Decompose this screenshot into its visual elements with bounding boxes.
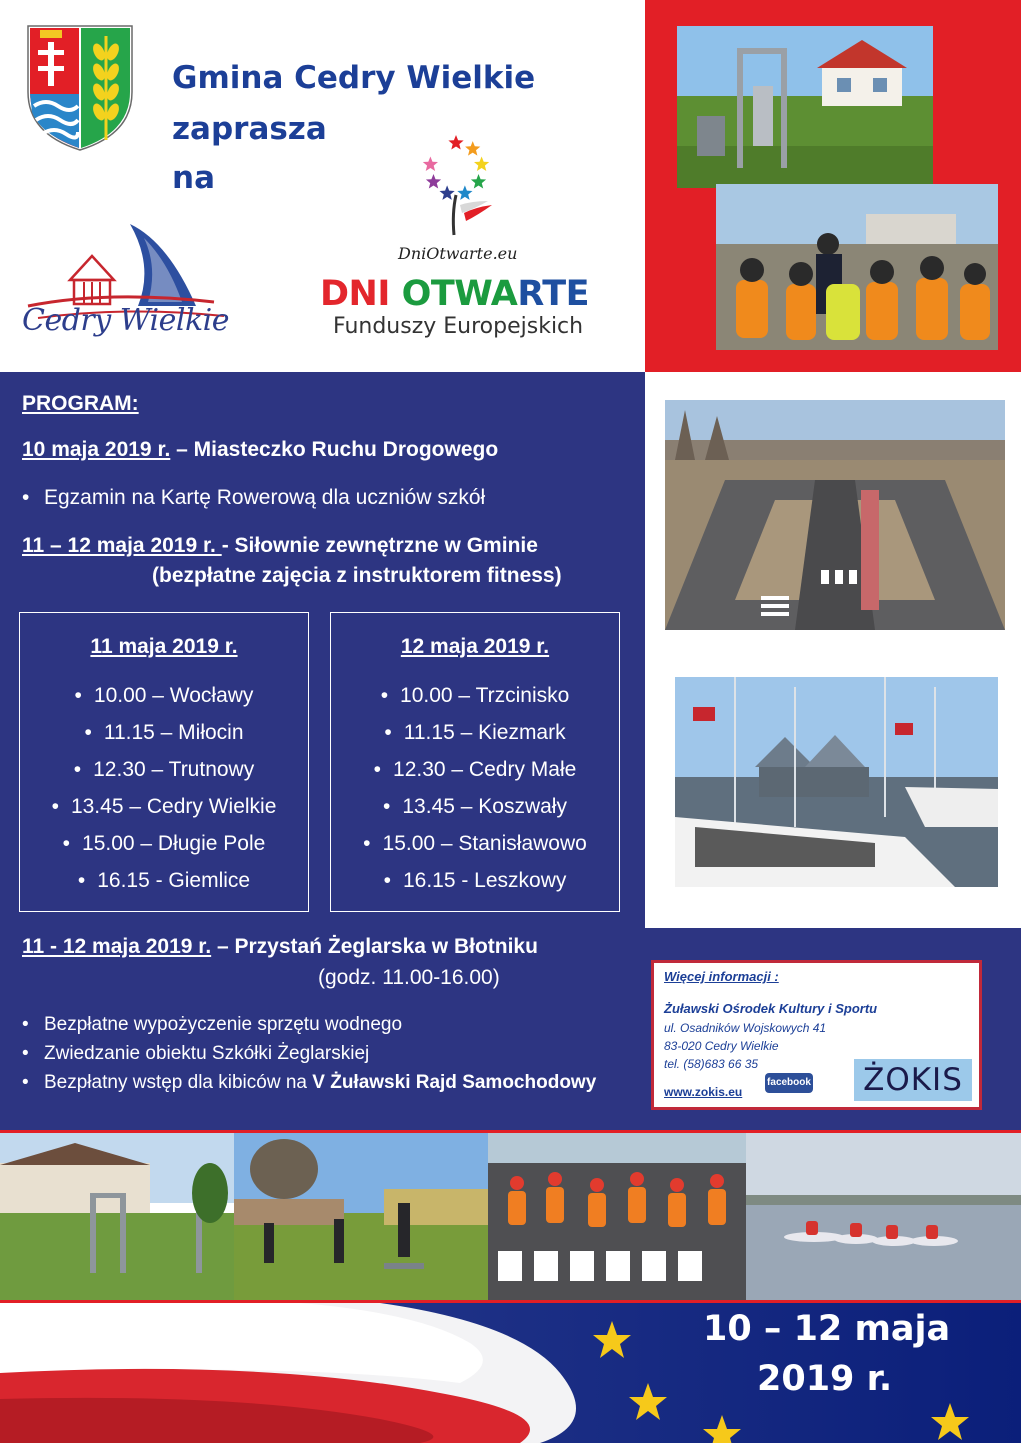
strip-photo-kayaks: [746, 1133, 1021, 1300]
title-line-1: Gmina Cedry Wielkie: [172, 60, 536, 96]
star-icon: [474, 157, 489, 172]
dni-title-part-3: RTE: [517, 274, 589, 314]
event-2-date: 11 – 12 maja 2019 r.: [22, 534, 222, 557]
info-organization: Żuławski Ośrodek Kultury i Sportu: [664, 1001, 878, 1016]
event-3-bullet-2: • Zwiedzanie obiektu Szkółki Żeglarskiej: [22, 1043, 370, 1064]
outdoor-gym-photo: [677, 26, 933, 188]
list-item: • 15.00 – Stanisławowo: [331, 825, 619, 862]
bullet-text: Bezpłatne wypożyczenie sprzętu wodnego: [44, 1014, 403, 1035]
event-3-bullet-3: • Bezpłatny wstęp dla kibiców na V Żuławski Rajd Samochodowy: [22, 1072, 597, 1093]
facebook-icon[interactable]: facebook: [765, 1073, 813, 1093]
dni-otwarte-subtitle: Funduszy Europejskich: [333, 314, 584, 339]
dni-otwarte-url: DniOtwarte.eu: [398, 244, 518, 263]
title-line-3: na: [172, 160, 215, 196]
bullet-text: Zwiedzanie obiektu Szkółki Żeglarskiej: [44, 1043, 370, 1064]
strip-photo-kids-crossing: [488, 1133, 746, 1300]
star-icon: [457, 185, 472, 200]
list-item: • 16.15 - Leszkowy: [331, 862, 619, 899]
day-2-list: [331, 677, 619, 899]
star-icon: [440, 185, 455, 200]
event-1-bullet-text: Egzamin na Kartę Rowerową dla uczniów szkół: [44, 486, 486, 509]
list-item: • 11.15 – Kiezmark: [331, 714, 619, 751]
event-2-line: [22, 534, 538, 558]
day-1-heading: 11 maja 2019 r.: [90, 635, 238, 658]
list-item: • 10.00 – Wocławy: [20, 677, 308, 714]
traffic-town-photo: [665, 400, 1005, 630]
date-line-1: 10 – 12 maja: [703, 1309, 951, 1349]
list-item: • 12.30 – Trutnowy: [20, 751, 308, 788]
day-1-schedule: [19, 612, 309, 912]
list-item: • 12.30 – Cedry Małe: [331, 751, 619, 788]
list-item: • 13.45 – Koszwały: [331, 788, 619, 825]
event-3-line: [22, 935, 538, 959]
star-icon: [465, 141, 480, 156]
title-line-2: zaprasza: [172, 111, 327, 147]
star-icon: [471, 174, 486, 189]
event-3-bullet-1: • Bezpłatne wypożyczenie sprzętu wodnego: [22, 1014, 403, 1035]
dni-title-part-2: OTWA: [401, 274, 518, 314]
event-3-hours: (godz. 11.00-16.00): [318, 966, 500, 989]
dni-otwarte-title: [320, 274, 589, 314]
day-2-heading: 12 maja 2019 r.: [400, 635, 550, 658]
info-phone: tel. (58)683 66 35: [664, 1057, 759, 1071]
gmina-crest-icon: [24, 22, 136, 152]
star-icon: [426, 174, 441, 189]
website-link[interactable]: www.zokis.eu: [664, 1085, 743, 1099]
eu-stars-logo-icon: [412, 135, 500, 245]
event-1-date: 10 maja 2019 r.: [22, 438, 171, 461]
list-item: • 11.15 – Miłocin: [20, 714, 308, 751]
info-address-line-1: ul. Osadników Wojskowych 41: [664, 1021, 827, 1035]
info-address-line-2: 83-020 Cedry Wielkie: [664, 1039, 779, 1053]
star-icon: [448, 135, 463, 150]
event-2-note: (bezpłatne zajęcia z instruktorem fitness): [152, 564, 562, 587]
rally-name: V Żuławski Rajd Samochodowy: [312, 1072, 597, 1093]
event-3-title: – Przystań Żeglarska w Błotniku: [211, 935, 538, 958]
event-1-title: – Miasteczko Ruchu Drogowego: [170, 438, 499, 461]
dni-title-part-1: DNI: [320, 274, 402, 314]
marina-photo: [675, 677, 998, 887]
header: [0, 0, 645, 372]
date-line-2: 2019 r.: [757, 1359, 893, 1399]
event-1-bullet: • Egzamin na Kartę Rowerową dla uczniów szkół: [22, 486, 486, 509]
event-2-title: - Siłownie zewnętrzne w Gminie: [221, 534, 538, 557]
event-3-date: 11 - 12 maja 2019 r.: [22, 935, 212, 958]
bullet-text: Bezpłatny wstęp dla kibiców na: [44, 1072, 313, 1093]
info-heading: Więcej informacji :: [664, 969, 779, 984]
photo-strip: [0, 1130, 1021, 1303]
zokis-logo: ŻOKIS: [854, 1059, 972, 1101]
cedry-wielkie-logo-text: Cedry Wielkie: [22, 303, 230, 338]
strip-photo-fitness-class: [234, 1133, 488, 1300]
day-2-schedule: [330, 612, 620, 912]
list-item: • 15.00 – Długie Pole: [20, 825, 308, 862]
list-item: • 13.45 – Cedry Wielkie: [20, 788, 308, 825]
list-item: • 10.00 – Trzcinisko: [331, 677, 619, 714]
program-heading: PROGRAM:: [22, 392, 139, 415]
police-group-photo: [716, 184, 998, 350]
star-icon: [423, 157, 438, 172]
day-1-list: [20, 677, 308, 899]
info-box: [651, 960, 982, 1110]
strip-photo-outdoor-gym: [0, 1133, 234, 1300]
event-1-line: [22, 438, 498, 462]
list-item: • 16.15 - Giemlice: [20, 862, 308, 899]
